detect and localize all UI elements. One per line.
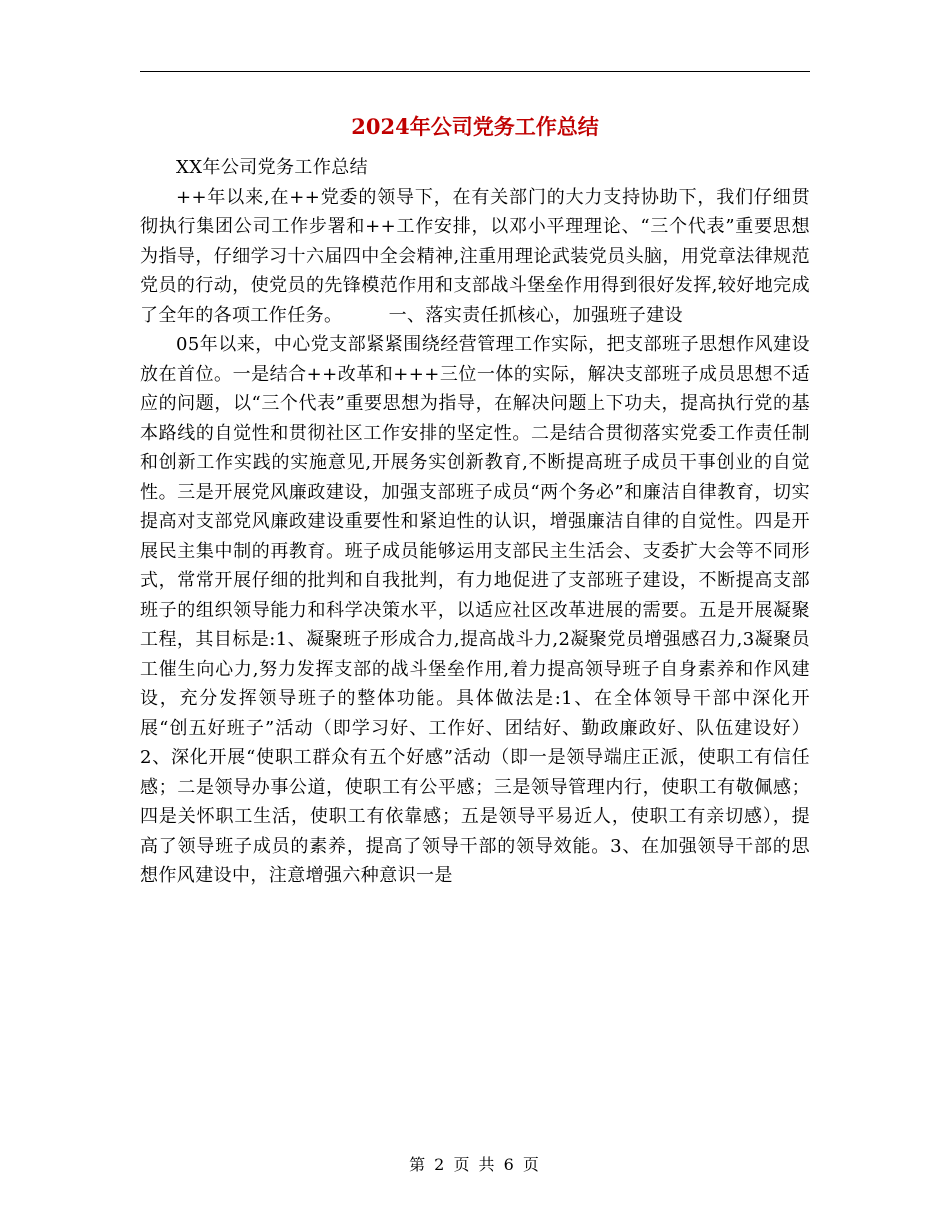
paragraph-subtitle: XX年公司党务工作总结 (176, 157, 369, 178)
document-title: 2024年公司党务工作总结 (351, 114, 599, 139)
paragraph-intro: ++年以来,在++党委的领导下，在有关部门的大力支持协助下，我们仔细贯彻执行集团公司工作步署和++工作安排，以邓小平理理论、“三个代表”重要思想为指导，仔细学习十六届四中全会精神,注重用理论武装党员头脑，用党章法律规范党员的行动，使党员的先锋模范作用和支部战斗堡垒作用得到很好发挥,较好地完成了全年的各项工作任务。 一、落实责任抓核心，加强班子建设 (140, 186, 810, 326)
page-number: 第 2 页 共 6 页 (409, 1155, 541, 1174)
document-body (140, 153, 810, 891)
header-rule (140, 71, 810, 72)
paragraph-main: 05年以来，中心党支部紧紧围绕经营管理工作实际，把支部班子思想作风建设放在首位。一是结合++改革和+++三位一体的实际，解决支部班子成员思想不适应的问题，以“三个代表”重要思想为指导，在解决问题上下功夫，提高执行党的基本路线的自觉性和贯彻社区工作安排的坚定性。二是结合贯彻落实党委工作责任制和创新工作实践的实施意见,开展务实创新教育,不断提高班子成员干事创业的自觉性。三是开展党风廉政建设，加强支部班子成员“两个务必”和廉洁自律教育，切实提高对支部党风廉政建设重要性和紧迫性的认识，增强廉洁自律的自觉性。四是开展民主集中制的再教育。班子成员能够运用支部民主生活会、支委扩大会等不同形式，常常开展仔细的批判和自我批判，有力地促进了支部班子建设，不断提高支部班子的组织领导能力和科学决策水平，以适应社区改革进展的需要。五是开展凝聚工程，其目标是:1、凝聚班子形成合力,提高战斗力,2凝聚党员增强感召力,3凝聚员工催生向心力,努力发挥支部的战斗堡垒作用,着力提高领导班子自身素养和作风建设，充分发挥领导班子的整体功能。具体做法是:1、在全体领导干部中深化开展“创五好班子”活动（即学习好、工作好、团结好、勤政廉政好、队伍建设好）2、深化开展“使职工群众有五个好感”活动（即一是领导端庄正派，使职工有信任感；二是领导办事公道，使职工有公平感；三是领导管理内行，使职工有敬佩感；四是关怀职工生活，使职工有依靠感；五是领导平易近人，使职工有亲切感），提高了领导班子成员的素养，提高了领导干部的领导效能。3、在加强领导干部的思想作风建设中，注意增强六种意识一是 (140, 334, 810, 886)
